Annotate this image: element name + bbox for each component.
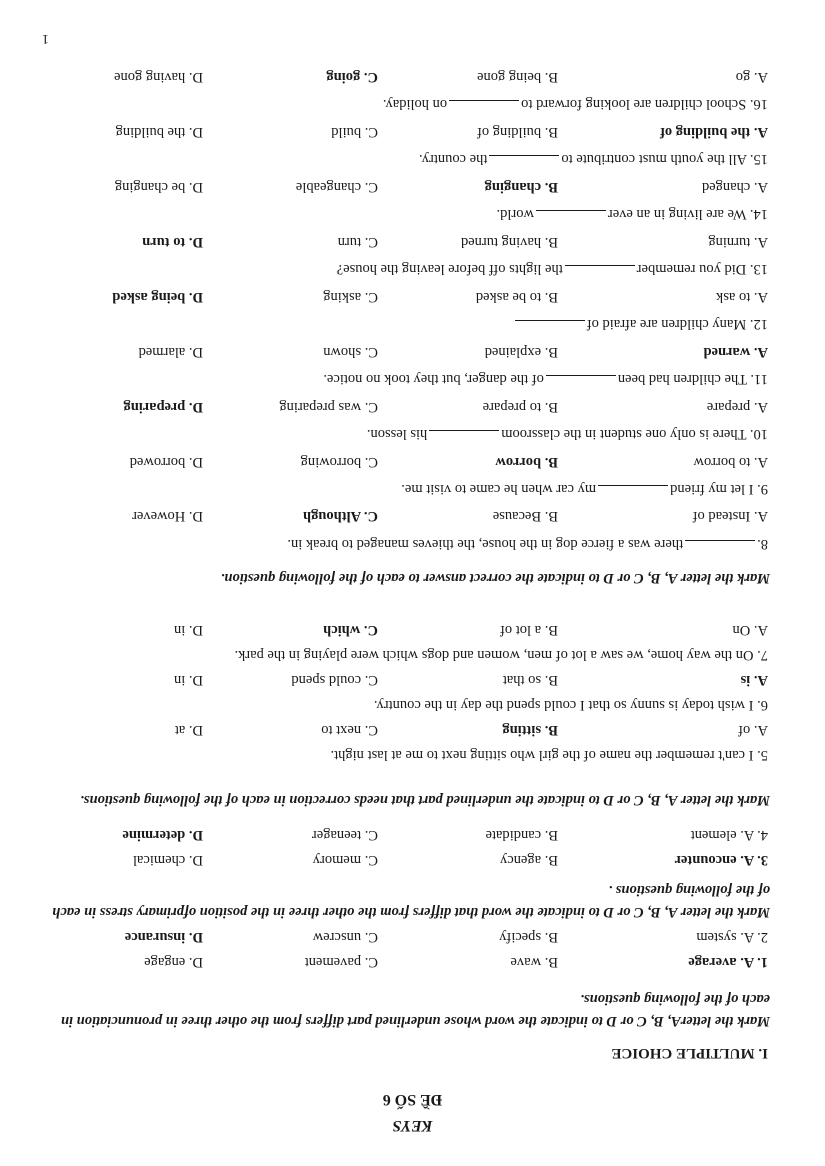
stem-before-blank: 9. I let my friend (670, 481, 768, 497)
answer-option: D. in (174, 622, 203, 638)
answer-option: B. building of (477, 124, 558, 140)
stem-after-blank: world. (496, 206, 534, 222)
question-stem (323, 370, 768, 388)
options-row (58, 718, 768, 738)
stem-before-blank: 10. There is only one student in the classroom (501, 426, 768, 442)
options-row (58, 175, 768, 195)
answer-option: B. Because (492, 508, 558, 524)
answer-option: C. pavement (304, 954, 378, 970)
answer-option-correct: B. sitting (502, 722, 558, 738)
answer-option-correct: D. to turn (142, 234, 203, 250)
stem-after-blank: of the danger, but they took no notice. (323, 371, 544, 387)
answer-option: B. a lot of (500, 622, 558, 638)
answer-option: B. to prepare (482, 399, 558, 415)
question-stem (401, 480, 768, 498)
stem-before-blank: 16. School children are looking forward to (521, 96, 768, 112)
answer-option: B. candidate (485, 827, 558, 843)
question-stem (337, 260, 768, 278)
answer-option-correct: B. borrow (495, 454, 558, 470)
stem-before-blank: 15. All the youth must contribute to (561, 151, 768, 167)
answer-option-correct: D. being asked (112, 289, 203, 305)
answer-option: D. be changing (114, 179, 203, 195)
answer-blank (429, 430, 499, 443)
answer-option: B. so that (502, 672, 558, 688)
stem-before-blank: 8. (757, 536, 768, 552)
stem-after-blank: the lights off before leaving the house? (336, 261, 563, 277)
answer-blank (515, 320, 585, 333)
answer-option: C. was preparing (279, 399, 378, 415)
answer-blank (685, 540, 755, 553)
options-row (58, 668, 768, 688)
options-row (58, 950, 768, 970)
keys-title: KEYS (392, 1117, 433, 1134)
options-row (58, 848, 768, 868)
answer-option: B. agency (500, 852, 558, 868)
question-stem: 6. I wish today is sunny so that I could spend the day in the country. (373, 697, 768, 713)
options-row (58, 120, 768, 140)
stem-after-blank: the country. (419, 151, 488, 167)
options-row (58, 925, 768, 945)
answer-blank (565, 265, 635, 278)
stem-after-blank: there was a fierce dog in the house, the thieves managed to break in. (287, 536, 684, 552)
question-stem (383, 95, 768, 113)
question-stem (513, 315, 768, 333)
options-row (58, 823, 768, 843)
answer-option-correct: D. determine (122, 827, 203, 843)
question-stem: 5. I can't remember the name of the girl who sitting next to me at last night. (330, 747, 768, 763)
question-stem (287, 535, 768, 553)
answer-blank (489, 155, 559, 168)
answer-option: B. to be asked (475, 289, 558, 305)
answer-option: C. build (331, 124, 378, 140)
options-row (58, 65, 768, 85)
stem-before-blank: 14. We are living in an ever (607, 206, 768, 222)
answer-option: D. borrowed (129, 454, 203, 470)
question-stem (419, 150, 768, 168)
stem-after-blank: his lesson. (366, 426, 428, 442)
answer-option-correct: D. preparing (123, 399, 203, 415)
section-title: I. MULTIPLE CHOICE (611, 1045, 768, 1061)
answer-option: D. alarmed (138, 344, 203, 360)
answer-option: B. being gone (477, 69, 558, 85)
answer-option: A. Instead of (692, 508, 768, 524)
answer-option: B. having turned (460, 234, 558, 250)
answer-option: A. On (732, 622, 768, 638)
answer-option: 4. A. element (690, 827, 768, 843)
answer-option: A. changed (701, 179, 768, 195)
options-row (58, 230, 768, 250)
answer-option-correct: A. warned (703, 344, 768, 360)
instruction-pronunciation: Mark the letterA, B, C or D to indicate the word whose underlined part differs from the other three in pronunciation in each of the following questions. (60, 991, 770, 1029)
question-stem (367, 425, 768, 443)
answer-option: 2. A. system (696, 929, 768, 945)
answer-option-correct: B. changing (484, 179, 558, 195)
answer-option: C. could spend (291, 672, 378, 688)
answer-option: D. having gone (114, 69, 203, 85)
answer-blank (449, 100, 519, 113)
options-row (58, 504, 768, 524)
answer-option-correct: 3. A. encounter (674, 852, 768, 868)
answer-option-correct: 1. A. average (688, 954, 768, 970)
answer-option: B. specify (499, 929, 558, 945)
answer-option: C. unscrew (312, 929, 378, 945)
answer-option-correct: C. Although (303, 508, 378, 524)
stem-after-blank: on holiday. (382, 96, 448, 112)
answer-option: A. to borrow (693, 454, 768, 470)
instruction-stress: Mark the letter A, B, C or D to indicate the word that differs from the other three in the position ofprimary stress in each of the following questions . (52, 882, 770, 920)
stem-before-blank: 13. Did you remember (636, 261, 768, 277)
answer-option: C. teenager (311, 827, 378, 843)
stem-before-blank: 12. Many children are afraid of (586, 316, 768, 332)
answer-option: A. to ask (716, 289, 768, 305)
answer-option: C. asking (323, 289, 378, 305)
answer-option: C. borrowing (300, 454, 378, 470)
instruction-error-correction: Mark the letter A, B, C or D to indicate the underlined part that needs correction in each of the following questions. (80, 792, 770, 808)
answer-option: D. chemical (132, 852, 203, 868)
answer-option: D. in (174, 672, 203, 688)
answer-option: A. turning (708, 234, 768, 250)
question-stem (497, 205, 769, 223)
instruction-completion: Mark the letter A, B, C or D to indicate the correct answer to each of the following question. (220, 570, 770, 586)
options-row (58, 285, 768, 305)
answer-blank (598, 485, 668, 498)
answer-blank (546, 375, 616, 388)
answer-option: B. explained (484, 344, 558, 360)
answer-option: D. However (132, 508, 203, 524)
answer-option: C. changeable (295, 179, 378, 195)
answer-option-correct: A. the building of (660, 124, 768, 140)
options-row (58, 618, 768, 638)
stem-before-blank: 11. The children had been (617, 371, 768, 387)
answer-option: A. of (738, 722, 768, 738)
answer-option: C. shown (323, 344, 378, 360)
answer-option: D. engage (144, 954, 203, 970)
options-row (58, 395, 768, 415)
answer-blank (536, 210, 606, 223)
answer-option: D. at (174, 722, 203, 738)
options-row (58, 340, 768, 360)
options-row (58, 450, 768, 470)
answer-option: D. the building (115, 124, 203, 140)
answer-option: A. prepare (706, 399, 768, 415)
answer-option: A. go (735, 69, 768, 85)
answer-option-correct: C. going (326, 69, 378, 85)
answer-option: C. memory (312, 852, 378, 868)
stem-after-blank: my car when he came to visit me. (401, 481, 597, 497)
answer-option-correct: C. which (323, 622, 378, 638)
answer-option: B. wave (510, 954, 558, 970)
answer-option-correct: A. is (740, 672, 768, 688)
question-stem: 7. On the way home, we saw a lot of men, women and dogs which were playing in the park. (234, 647, 768, 663)
page-number: 1 (42, 31, 49, 46)
answer-option: C. next to (321, 722, 378, 738)
answer-option: C. turn (337, 234, 378, 250)
answer-option-correct: D. insurance (124, 929, 203, 945)
exam-number-title: ĐỀ SỐ 6 (382, 1091, 443, 1108)
